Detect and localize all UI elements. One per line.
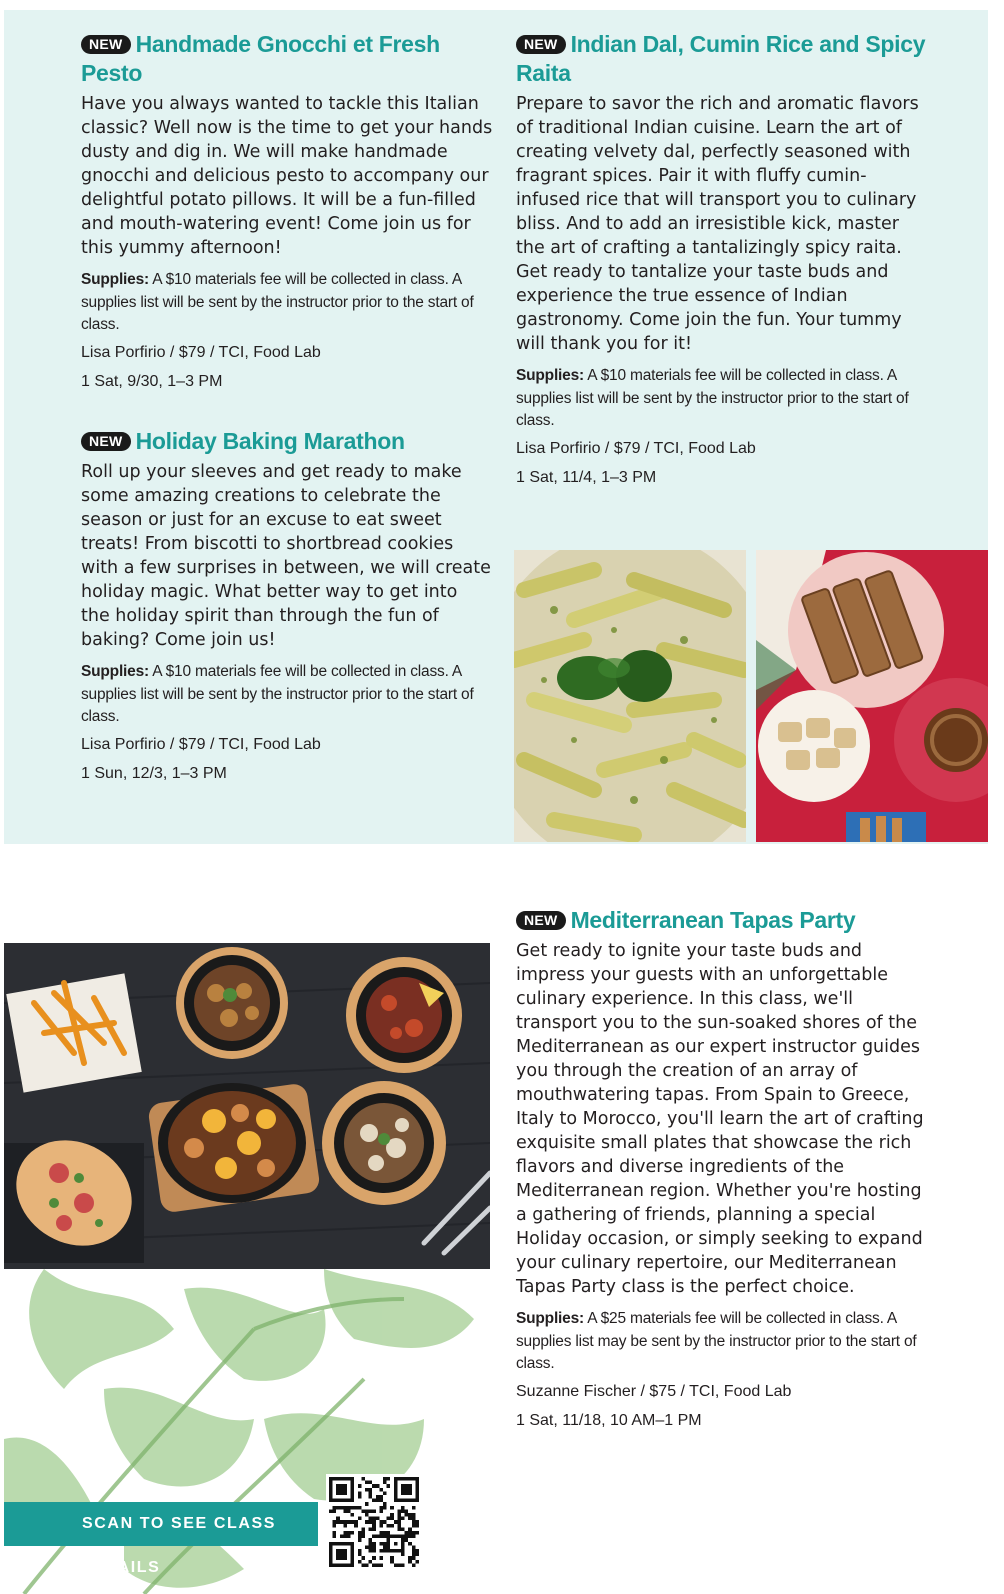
course-mediterranean-tapas	[516, 906, 936, 1435]
course-schedule: 1 Sun, 12/3, 1–3 PM	[81, 765, 227, 782]
course-supplies: Supplies: A $10 materials fee will be collected in class. A supplies list will be sent by the instructor prior to the start of class.	[81, 271, 474, 333]
course-supplies: Supplies: A $10 materials fee will be collected in class. A supplies list will be sent by the instructor prior to the start of class.	[81, 663, 474, 725]
course-description: Roll up your sleeves and get ready to make some amazing creations to celebrate the season or just for an excuse to eat sweet treats! From biscotti to shortbread cookies with a few surprises in between, we will create holiday magic. What better way to get into the holiday spirit than through the fun of baking? Come join us!	[81, 462, 491, 650]
pesto-pasta-photo	[514, 550, 746, 842]
course-schedule: 1 Sat, 11/18, 10 AM–1 PM	[516, 1412, 702, 1429]
new-badge: NEW	[516, 911, 566, 930]
tapas-photo	[4, 943, 490, 1269]
course-description: Have you always wanted to tackle this Italian classic? Well now is the time to get your hands dusty and dig in. We will make handmade gnocchi and delicious pesto to accompany our delightful potato pillows. It will be a fun-filled and mouth-watering event! Come join us for this yummy afternoon!	[81, 94, 493, 258]
class-details-qr-code[interactable]	[326, 1474, 422, 1570]
course-instructor: Lisa Porfirio / $79 / TCI, Food Lab	[81, 735, 321, 753]
course-supplies: Supplies: A $25 materials fee will be collected in class. A supplies list may be sent by the instructor prior to the start of class.	[516, 1310, 917, 1372]
course-schedule: 1 Sat, 11/4, 1–3 PM	[516, 469, 657, 486]
course-supplies: Supplies: A $10 materials fee will be collected in class. A supplies list will be sent by the instructor prior to the start of class.	[516, 367, 909, 429]
course-instructor: Lisa Porfirio / $79 / TCI, Food Lab	[81, 343, 321, 361]
course-holiday-baking	[81, 427, 491, 788]
course-description: Prepare to savor the rich and aromatic flavors of traditional Indian cuisine. Learn the art of creating velvety dal, perfectly seasoned with fragrant spices. Pair it with fluffy cumin-infused rice that will transport you to culinary bliss. And to add an irresistible kick, master the art of crafting a tantalizingly spicy raita. Get ready to tantalize your taste buds and experience the true essence of Indian gastronomy. Come join the fun. Your tummy will thank you for it!	[516, 94, 919, 354]
course-gnocchi	[81, 30, 501, 396]
new-badge: NEW	[81, 432, 131, 451]
course-title: NEW Holiday Baking Marathon	[81, 427, 491, 456]
course-title: NEW Indian Dal, Cumin Rice and Spicy Raita	[516, 31, 926, 86]
course-schedule: 1 Sat, 9/30, 1–3 PM	[81, 373, 223, 390]
new-badge: NEW	[81, 35, 131, 54]
course-instructor: Suzanne Fischer / $75 / TCI, Food Lab	[516, 1382, 792, 1400]
course-title: NEW Handmade Gnocchi et Fresh Pesto	[81, 31, 440, 86]
new-badge: NEW	[516, 35, 566, 54]
course-title: NEW Mediterranean Tapas Party	[516, 906, 936, 935]
course-indian-dal	[516, 30, 926, 492]
holiday-baking-photo	[756, 550, 988, 842]
course-description: Get ready to ignite your taste buds and impress your guests with an unforgettable culinary experience. In this class, we'll transport you to the sun-soaked shores of the Mediterranean as our expert instructor guides you through the creation of an array of mouthwatering tapas. From Spain to Greece, Italy to Morocco, you'll learn the art of crafting exquisite small plates that showcase the rich flavors and diverse ingredients of the Mediterranean region. Whether you're hosting a gathering of friends, planning a special Holiday occasion, or simply seeking to expand your culinary repertoire, our Mediterranean Tapas Party class is the perfect choice.	[516, 941, 924, 1297]
scan-qr-banner: SCAN TO SEE CLASS DETAILS	[4, 1502, 318, 1546]
course-instructor: Lisa Porfirio / $79 / TCI, Food Lab	[516, 439, 756, 457]
